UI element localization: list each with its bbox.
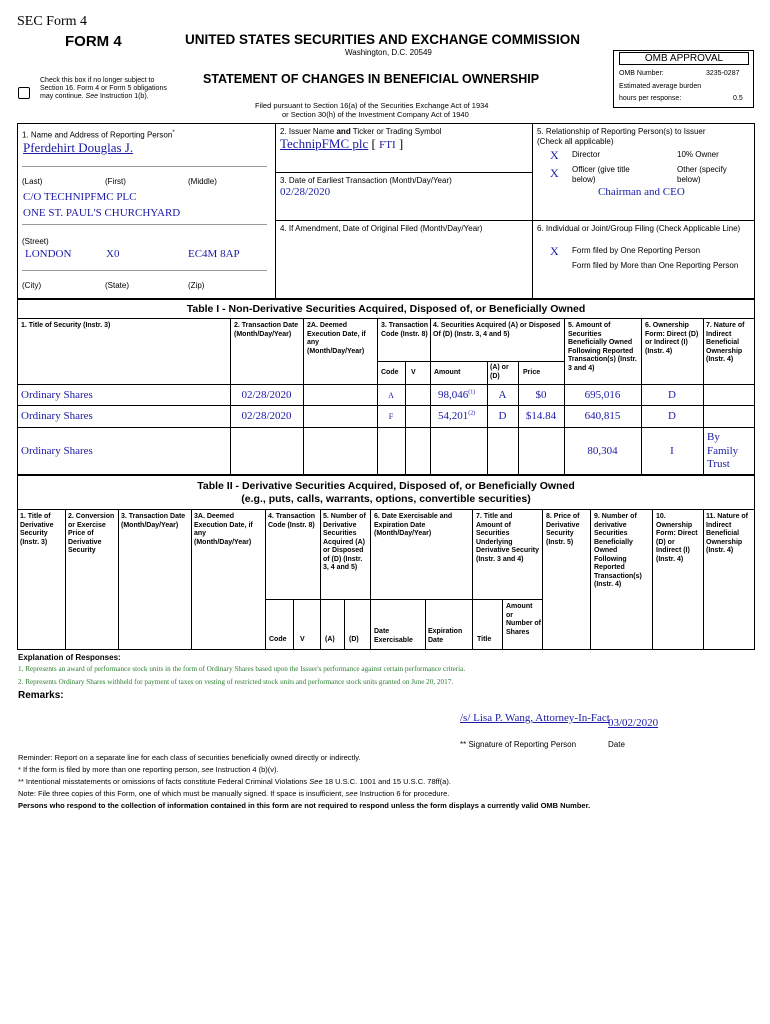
table1-title: Table I - Non-Derivative Securities Acquired, Disposed of, or Beneficially Owned	[186, 303, 586, 315]
t1-h2a: 2A. Deemed Execution Date, if any (Month/Day/Year)	[307, 322, 366, 355]
row1-form: D	[668, 389, 676, 401]
t2-h9: 9. Number of derivative Securities Beneficially Owned Following Reported Transaction(s) (Instr. 4)	[594, 513, 642, 588]
checkbox-text: Check this box if no longer subject to Section 16. Form 4 or Form 5 obligations may continue. See Instruction 1(b).	[40, 77, 167, 100]
t1-h1: 1. Title of Security (Instr. 3)	[21, 322, 111, 329]
row2-date: 02/28/2020	[241, 410, 292, 422]
note-3: Note: File three copies of this Form, one of which must be manually signed. If space is insufficient, see Instruction 6 for procedure.	[18, 789, 450, 798]
omb-title: OMB APPROVAL	[619, 52, 749, 65]
persons-notice: Persons who respond to the collection of information contained in this form are not required to respond unless the form displays a currently valid OMB Number.	[18, 801, 591, 810]
row3-owned: 80,304	[587, 445, 618, 457]
form-number: FORM 4	[65, 33, 122, 50]
zip-label: (Zip)	[188, 281, 205, 290]
officer-label: Officer (give title below)	[572, 165, 630, 184]
row2-code: F	[388, 412, 394, 421]
t2-h7: 7. Title and Amount of Securities Underlying Derivative Security (Instr. 3 and 4)	[476, 513, 540, 563]
t1-h2: 2. Transaction Date (Month/Day/Year)	[234, 322, 299, 338]
t2-h3: 3. Transaction Date (Month/Day/Year)	[121, 513, 186, 529]
middle-label: (Middle)	[188, 177, 217, 186]
t1-h4: 4. Securities Acquired (A) or Disposed Of (D) (Instr. 3, 4 and 5)	[433, 322, 561, 338]
no-longer-subject-checkbox[interactable]	[18, 87, 30, 99]
signature-link[interactable]: /s/ Lisa P. Wang, Attorney-In-Fact	[460, 712, 610, 724]
date-label: Date	[608, 740, 625, 749]
t1-h3: 3. Transaction Code (Instr. 8)	[381, 322, 429, 338]
state-value: X0	[106, 248, 120, 260]
footnote-1: 1. Represents an award of performance stock units in the form of Ordinary Shares based upon the Issuer's performance against certain performance criteria.	[18, 665, 466, 673]
table2-title: Table II - Derivative Securities Acquired, Disposed of, or Beneficially Owned (e.g., puts, calls, warrants, options, convertible securities)	[197, 480, 575, 505]
row2-form: D	[668, 410, 676, 422]
street-label: (Street)	[22, 237, 49, 246]
t2-code: Code	[269, 636, 287, 643]
row1-price: $0	[535, 389, 547, 401]
row2-amount: 54,201$^{(2)}$	[438, 410, 476, 422]
row3-nature: By Family Trust	[707, 431, 739, 470]
omb-number: 3235-0287	[706, 70, 740, 77]
address-line2: ONE ST. PAUL'S CHURCHYARD	[23, 207, 181, 219]
director-label: Director	[572, 150, 601, 159]
row3-form: I	[670, 445, 674, 457]
signature-label: ** Signature of Reporting Person	[460, 740, 577, 749]
box1-label: 1. Name and Address of Reporting Person*	[22, 130, 175, 140]
t2-h3a: 3A. Deemed Execution Date, if any (Month/Day/Year)	[194, 513, 253, 546]
officer-title: Chairman and CEO	[598, 186, 685, 198]
issuer-line: TechnipFMC plc [ FTI ]	[280, 136, 404, 151]
t2-d: (D)	[349, 636, 359, 643]
t2-a: (A)	[325, 636, 335, 643]
note-2: ** Intentional misstatements or omissions of facts constitute Federal Criminal Violations See 18 U.S.C. 1001 and 15 U.S.C. 78ff(a).	[18, 777, 451, 786]
t1-h6: 6. Ownership Form: Direct (D) or Indirect (I) (Instr. 4)	[645, 322, 699, 355]
last-label: (Last)	[22, 177, 43, 186]
t2-h6: 6. Date Exercisable and Expiration Date (Month/Day/Year)	[374, 513, 453, 537]
row2-ad: D	[498, 410, 507, 422]
omb-hours: 0.5	[733, 95, 743, 102]
row1-ad: A	[498, 389, 507, 401]
agency-title: UNITED STATES SECURITIES AND EXCHANGE COMMISSION	[185, 32, 581, 47]
t2-exp: Expiration Date	[428, 628, 463, 644]
note-1: * If the form is filed by more than one reporting person, see Instruction 4 (b)(v).	[18, 765, 279, 774]
t1-price: Price	[523, 369, 541, 376]
t1-code: Code	[381, 369, 399, 376]
issuer-link[interactable]: TechnipFMC plc	[280, 136, 369, 151]
ten-pct-owner-label: 10% Owner	[677, 150, 719, 159]
reminder-text: Reminder: Report on a separate line for each class of securities beneficially owned directly or indirectly.	[18, 753, 361, 762]
omb-burden-label: Estimated average burden	[619, 83, 702, 90]
t2-h4: 4. Transaction Code (Instr. 8)	[268, 513, 316, 529]
zip-value: EC4M 8AP	[188, 248, 240, 260]
row2-title: Ordinary Shares	[21, 410, 93, 422]
t2-h8: 8. Price of Derivative Security (Instr. 5)	[546, 513, 580, 546]
footnote-2: 2. Represents Ordinary Shares withheld for payment of taxes on vesting of restricted stock units and performance stock units granted on June 20, 2017.	[18, 678, 454, 686]
city-label: (City)	[22, 281, 42, 290]
row1-title: Ordinary Shares	[21, 389, 93, 401]
row3-title: Ordinary Shares	[21, 445, 93, 457]
row1-amount: 98,046$^{(1)}$	[438, 389, 476, 401]
filed-pursuant-line1: Filed pursuant to Section 16(a) of the Securities Exchange Act of 1934	[255, 101, 489, 110]
row1-date: 02/28/2020	[241, 389, 292, 401]
row1-code: A	[388, 391, 394, 400]
row2-price: $14.84	[525, 410, 557, 422]
remarks-heading: Remarks:	[18, 690, 64, 701]
officer-check[interactable]: X	[550, 166, 559, 180]
box6-label: 6. Individual or Joint/Group Filing (Check Applicable Line)	[537, 224, 741, 233]
t1-h7: 7. Nature of Indirect Beneficial Ownership (Instr. 4)	[706, 322, 745, 363]
other-label: Other (specify below)	[677, 165, 727, 184]
earliest-transaction-date: 02/28/2020	[280, 186, 331, 198]
t2-h1: 1. Title of Derivative Security (Instr. 3)	[20, 513, 54, 546]
t1-h5: 5. Amount of Securities Beneficially Owned Following Reported Transaction(s) (Instr. 3 and 4)	[568, 322, 637, 372]
sec-form-label: SEC Form 4	[17, 14, 88, 29]
first-label: (First)	[105, 177, 126, 186]
ticker: FTI	[379, 139, 396, 151]
box5-label: 5. Relationship of Reporting Person(s) to Issuer (Check all applicable)	[537, 127, 706, 146]
signature-date[interactable]: 03/02/2020	[608, 717, 659, 729]
t2-amount: Amount or Number of Shares	[506, 603, 541, 636]
statement-title: STATEMENT OF CHANGES IN BENEFICIAL OWNERSHIP	[203, 72, 540, 86]
city-value: LONDON	[25, 248, 72, 260]
t1-amount: Amount	[434, 369, 461, 376]
t2-h11: 11. Nature of Indirect Beneficial Ownership (Instr. 4)	[706, 513, 749, 554]
box3-label: 3. Date of Earliest Transaction (Month/Day/Year)	[280, 176, 452, 185]
t2-v: V	[300, 636, 305, 643]
t1-aord: (A) or (D)	[490, 364, 509, 380]
address-line1: C/O TECHNIPFMC PLC	[23, 191, 137, 203]
t2-title: Title	[477, 636, 492, 643]
reporting-person-link[interactable]: Pferdehirt Douglas J.	[23, 140, 134, 155]
omb-hours-label: hours per response:	[619, 95, 682, 102]
t2-h2: 2. Conversion or Exercise Price of Derivative Security	[68, 513, 115, 554]
agency-city: Washington, D.C. 20549	[345, 48, 432, 57]
form-filed-more-label: Form filed by More than One Reporting Person	[572, 261, 739, 270]
omb-number-label: OMB Number:	[619, 70, 664, 77]
explanation-heading: Explanation of Responses:	[18, 653, 121, 662]
t2-date-ex: Date Exercisable	[374, 628, 413, 644]
state-label: (State)	[105, 281, 130, 290]
box4-label: 4. If Amendment, Date of Original Filed (Month/Day/Year)	[280, 224, 483, 233]
box2-label: 2. Issuer Name and Ticker or Trading Symbol	[280, 127, 442, 136]
director-check[interactable]: X	[550, 148, 559, 162]
form-filed-one-label: Form filed by One Reporting Person	[572, 246, 701, 255]
t1-v: V	[411, 369, 416, 376]
t2-h10: 10. Ownership Form: Direct (D) or Indirect (I) (Instr. 4)	[656, 513, 698, 563]
row2-owned: 640,815	[584, 410, 621, 422]
single-filer-check[interactable]: X	[550, 244, 559, 258]
filed-pursuant-line2: or Section 30(h) of the Investment Company Act of 1940	[282, 110, 469, 119]
t2-h5: 5. Number of Derivative Securities Acquired (A) or Disposed of (D) (Instr. 3, 4 and 5)	[323, 513, 366, 571]
row1-owned: 695,016	[584, 389, 621, 401]
